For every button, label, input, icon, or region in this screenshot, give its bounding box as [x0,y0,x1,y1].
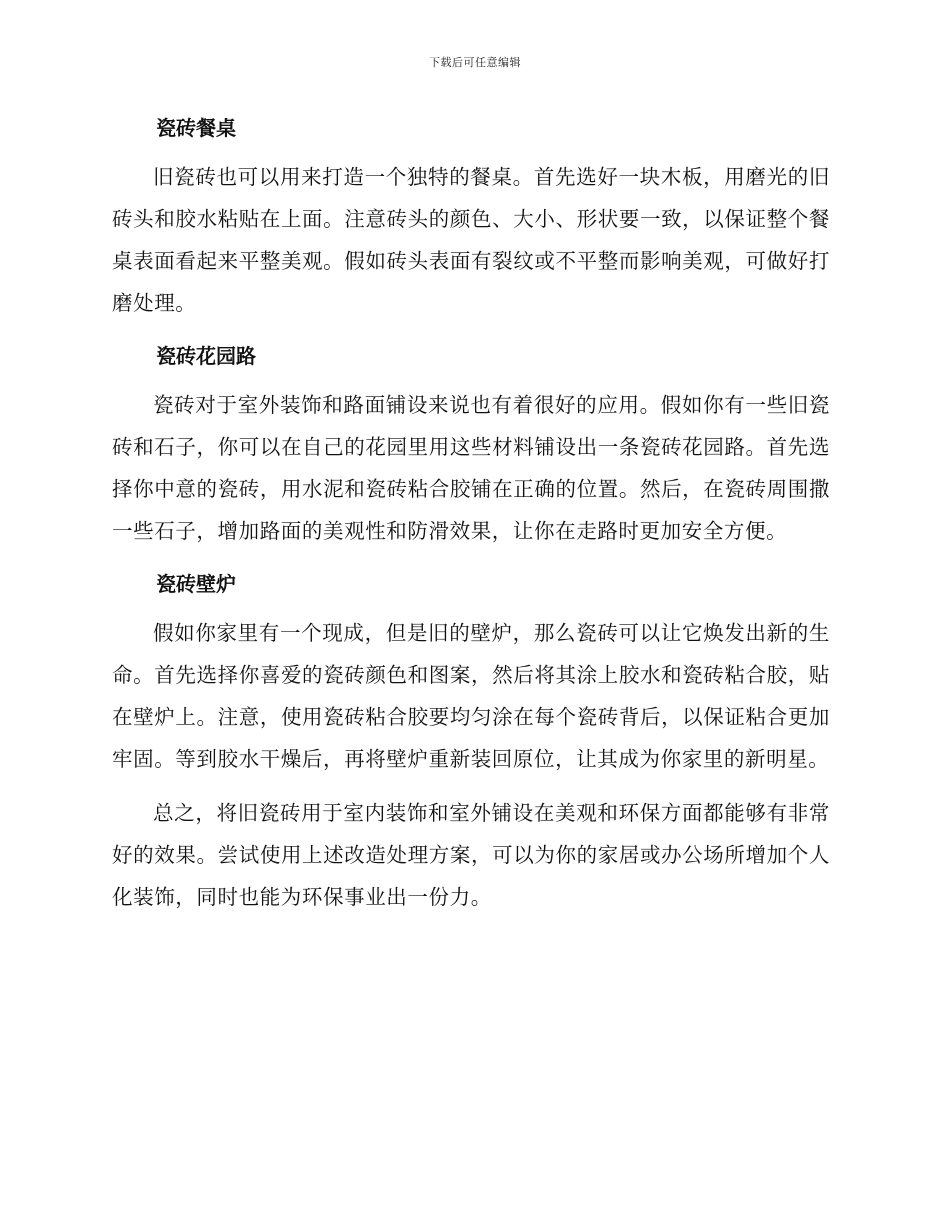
document-body [112,108,830,918]
section-paragraph-tile-fireplace: 假如你家里有一个现成，但是旧的壁炉，那么瓷砖可以让它焕发出新的生命。首先选择你喜爱的瓷砖颜色和图案，然后将其涂上胶水和瓷砖粘合胶，贴在壁炉上。注意，使用瓷砖粘合胶要均匀涂在每个瓷砖背后，以保证粘合更加牢固。等到胶水干燥后，再将壁炉重新装回原位，让其成为你家里的新明星。 [112,621,830,771]
section-paragraph-tile-dining-table: 旧瓷砖也可以用来打造一个独特的餐桌。首先选好一块木板，用磨光的旧砖头和胶水粘贴在上面。注意砖头的颜色、大小、形状要一致，以保证整个餐桌表面看起来平整美观。假如砖头表面有裂纹或不平整而影响美观，可做好打磨处理。 [112,165,830,315]
section-paragraph-tile-garden-path: 瓷砖对于室外装饰和路面铺设来说也有着很好的应用。假如你有一些旧瓷砖和石子，你可以在自己的花园里用这些材料铺设出一条瓷砖花园路。首先选择你中意的瓷砖，用水泥和瓷砖粘合胶铺在正确的位置。然后，在瓷砖周围撒一些石子，增加路面的美观性和防滑效果，让你在走路时更加安全方便。 [112,393,830,543]
section-title-tile-dining-table: 瓷砖餐桌 [156,116,236,140]
section-title-tile-garden-path: 瓷砖花园路 [156,344,256,368]
page-header: 下载后可任意编辑 [429,56,521,69]
conclusion-paragraph: 总之，将旧瓷砖用于室内装饰和室外铺设在美观和环保方面都能够有非常好的效果。尝试使用上述改造处理方案，可以为你的家居或办公场所增加个人化装饰，同时也能为环保事业出一份力。 [112,801,830,909]
section-title-tile-fireplace: 瓷砖壁炉 [156,572,236,596]
